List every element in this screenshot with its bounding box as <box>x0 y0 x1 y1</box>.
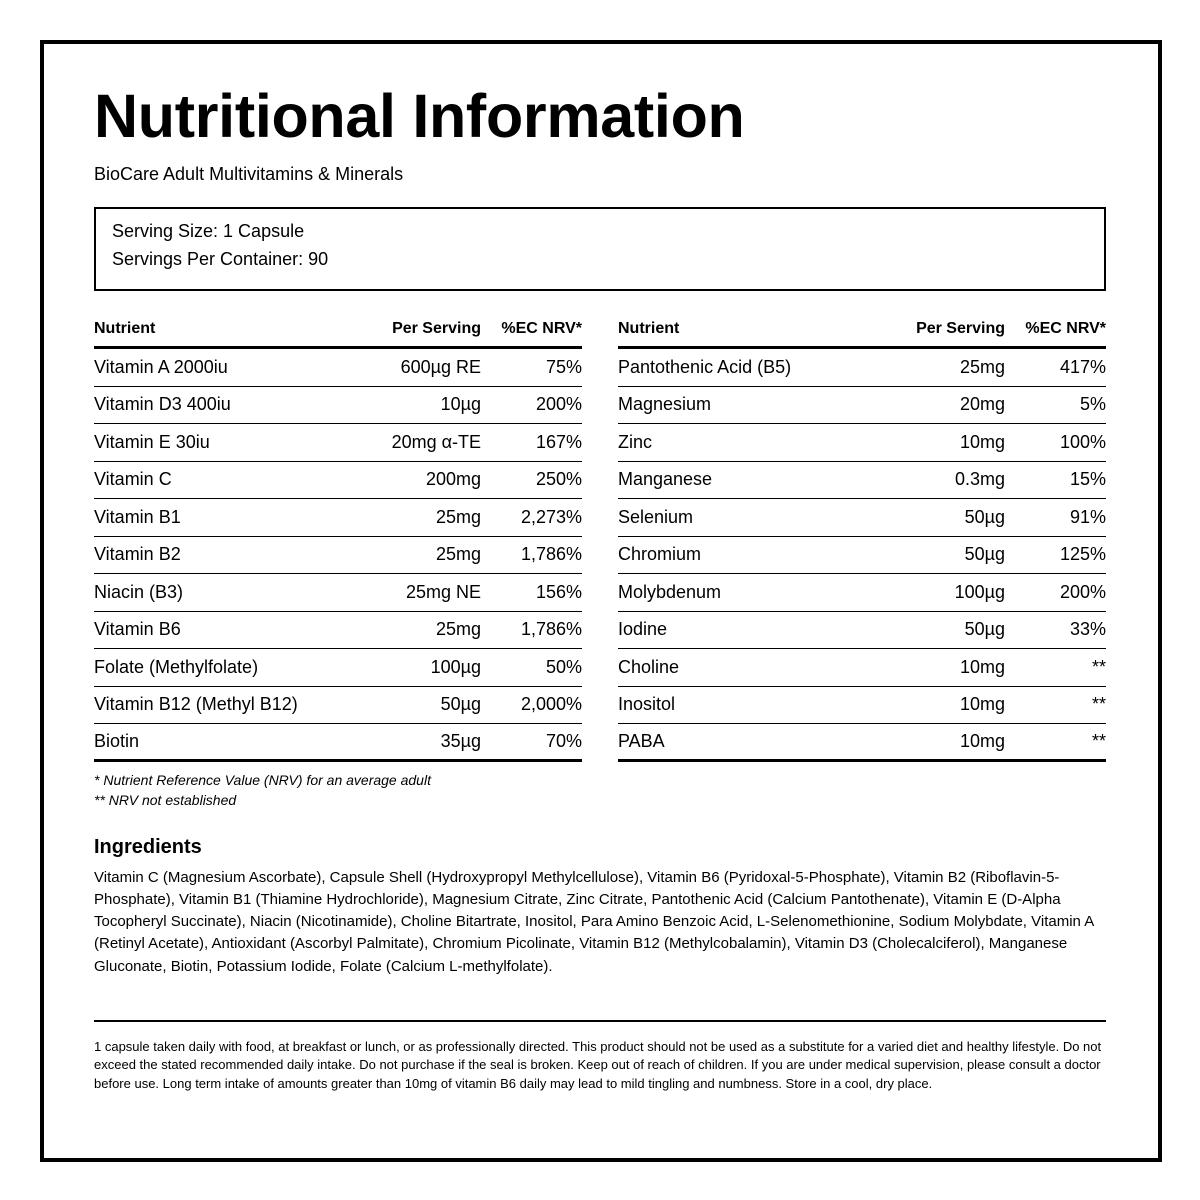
nrv-value: 1,786% <box>520 544 582 565</box>
table-row <box>94 574 582 612</box>
table-row <box>618 499 1106 537</box>
table-row <box>94 387 582 425</box>
footnotes <box>94 770 1106 810</box>
per-serving-value: 50µg <box>964 544 1005 565</box>
table-row <box>618 612 1106 650</box>
table-row <box>618 349 1106 387</box>
nutrient-name: Vitamin B12 (Methyl B12) <box>94 694 298 715</box>
nutrient-name: Inositol <box>618 694 676 715</box>
nutrient-name: Magnesium <box>618 394 712 415</box>
nutrient-name: Selenium <box>618 506 694 527</box>
table-row <box>94 349 582 387</box>
nrv-value: 417% <box>1059 356 1106 377</box>
ingredients-heading: Ingredients <box>94 835 202 858</box>
nutrient-tables <box>94 311 1106 762</box>
table-row <box>618 424 1106 462</box>
disclaimer-text: 1 capsule taken daily with food, at breakfast or lunch, or as professionally directed. This product should not be used as a substitute for a varied diet and healthy lifestyle. Do not exceed the stated recommended daily intake. Do not purchase if the seal is broken. Keep out of reach of children. If you are under medical supervision, please consult a doctor before use. Long term intake of amounts greater than 10mg of vitamin B6 daily may lead to mild tingling and numbness. Store in a cool, dry place. <box>94 1038 1102 1091</box>
table-row <box>94 462 582 500</box>
per-serving-value: 25mg NE <box>405 581 481 602</box>
nrv-value: 2,273% <box>520 506 582 527</box>
servings-per-container: Servings Per Container: 90 <box>112 249 329 269</box>
nutrient-name: Vitamin B2 <box>94 544 181 565</box>
nrv-value: 75% <box>545 356 582 377</box>
nutrient-name: Vitamin D3 400iu <box>94 394 231 415</box>
nutrient-name: Manganese <box>618 469 713 490</box>
nutrient-name: Pantothenic Acid (B5) <box>618 356 792 377</box>
nutrition-label <box>94 80 1106 1093</box>
per-serving-value: 10mg <box>959 431 1005 452</box>
nrv-value: 200% <box>535 394 582 415</box>
table-row <box>94 537 582 575</box>
nutrient-name: Molybdenum <box>618 581 722 602</box>
header-per-serving: Per Serving <box>916 319 1005 337</box>
nutrient-name: Niacin (B3) <box>94 581 184 602</box>
per-serving-value: 100µg <box>954 581 1005 602</box>
per-serving-value: 10mg <box>959 730 1005 751</box>
per-serving-value: 20mg <box>959 394 1005 415</box>
header-nutrient: Nutrient <box>618 319 680 337</box>
page-title: Nutritional Information <box>94 82 745 150</box>
per-serving-value: 0.3mg <box>954 469 1005 490</box>
table-row <box>94 724 582 762</box>
nrv-value: 156% <box>535 581 582 602</box>
nrv-value: 91% <box>1069 506 1106 527</box>
serving-size: Serving Size: 1 Capsule <box>112 221 305 241</box>
nutrient-table-right <box>618 311 1106 762</box>
per-serving-value: 35µg <box>440 730 481 751</box>
nutrient-name: Vitamin B6 <box>94 619 181 640</box>
table-row <box>618 649 1106 687</box>
per-serving-value: 100µg <box>430 656 481 677</box>
per-serving-value: 200mg <box>425 469 481 490</box>
table-row <box>94 424 582 462</box>
nutrient-name: PABA <box>618 730 665 751</box>
nutrient-name: Iodine <box>618 619 668 640</box>
table-row <box>94 687 582 725</box>
nutrient-name: Choline <box>618 656 680 677</box>
nrv-value: 167% <box>535 431 582 452</box>
nrv-value: 50% <box>545 656 582 677</box>
table-row <box>618 687 1106 725</box>
nrv-value: ** <box>1091 694 1106 715</box>
per-serving-value: 10µg <box>440 394 481 415</box>
nutrient-name: Vitamin C <box>94 469 172 490</box>
serving-info-box <box>94 207 1106 291</box>
per-serving-value: 25mg <box>435 544 481 565</box>
per-serving-value: 600µg RE <box>400 356 481 377</box>
per-serving-value: 20mg α-TE <box>391 431 481 452</box>
table-row <box>618 724 1106 762</box>
table-header <box>618 311 1106 349</box>
product-name: BioCare Adult Multivitamins & Minerals <box>94 164 404 184</box>
nrv-value: 1,786% <box>520 619 582 640</box>
nutrient-name: Chromium <box>618 544 702 565</box>
nrv-value: 2,000% <box>520 694 582 715</box>
nrv-value: 70% <box>545 730 582 751</box>
table-row <box>618 462 1106 500</box>
table-header <box>94 311 582 349</box>
per-serving-value: 50µg <box>964 506 1005 527</box>
header-per-serving: Per Serving <box>392 319 481 337</box>
per-serving-value: 25mg <box>959 356 1005 377</box>
footnote-nrv: * Nutrient Reference Value (NRV) for an average adult <box>94 771 431 788</box>
nutrient-name: Vitamin E 30iu <box>94 431 210 452</box>
nutrient-name: Folate (Methylfolate) <box>94 656 259 677</box>
nutrient-name: Biotin <box>94 730 140 751</box>
header-nrv: %EC NRV* <box>501 319 582 337</box>
per-serving-value: 50µg <box>964 619 1005 640</box>
nrv-value: 15% <box>1069 469 1106 490</box>
nutrient-name: Vitamin A 2000iu <box>94 356 228 377</box>
footnote-not-established: ** NRV not established <box>94 791 237 808</box>
header-nrv: %EC NRV* <box>1025 319 1106 337</box>
nrv-value: 250% <box>535 469 582 490</box>
nrv-value: ** <box>1091 656 1106 677</box>
nutrient-name: Zinc <box>618 431 653 452</box>
divider <box>94 1020 1106 1022</box>
nrv-value: 200% <box>1059 581 1106 602</box>
table-row <box>94 649 582 687</box>
table-row <box>94 499 582 537</box>
table-row <box>618 537 1106 575</box>
table-row <box>618 387 1106 425</box>
per-serving-value: 50µg <box>440 694 481 715</box>
nrv-value: 33% <box>1069 619 1106 640</box>
table-row <box>94 612 582 650</box>
per-serving-value: 25mg <box>435 619 481 640</box>
ingredients-text: Vitamin C (Magnesium Ascorbate), Capsule Shell (Hydroxypropyl Methylcellulose), Vitamin B6 (Pyridoxal-5-Phosphate), Vitamin B2 (Riboflavin-5-Phosphate), Vitamin B1 (Thiamine Hydrochloride), Magnesium Citrate, Zinc Citrate, Pantothenic Acid (Calcium Pantothenate), Vitamin E (D-Alpha Tocopheryl Succinate), Niacin (Nicotinamide), Choline Bitartrate, Inositol, Para Amino Benzoic Acid, L-Selenomethionine, Sodium Molybdate, Vitamin A (Retinyl Acetate), Antioxidant (Ascorbyl Palmitate), Chromium Picolinate, Vitamin B12 (Methylcobalamin), Vitamin D3 (Cholecalciferol), Manganese Gluconate, Biotin, Potassium Iodide, Folate (Calcium L-methylfolate). <box>94 868 1094 975</box>
nutrient-table-left <box>94 311 582 762</box>
nrv-value: 125% <box>1059 544 1106 565</box>
nrv-value: 5% <box>1079 394 1106 415</box>
per-serving-value: 10mg <box>959 656 1005 677</box>
per-serving-value: 10mg <box>959 694 1005 715</box>
nutrient-name: Vitamin B1 <box>94 506 181 527</box>
header-nutrient: Nutrient <box>94 319 156 337</box>
nrv-value: 100% <box>1059 431 1106 452</box>
per-serving-value: 25mg <box>435 506 481 527</box>
table-row <box>618 574 1106 612</box>
nrv-value: ** <box>1091 730 1106 751</box>
